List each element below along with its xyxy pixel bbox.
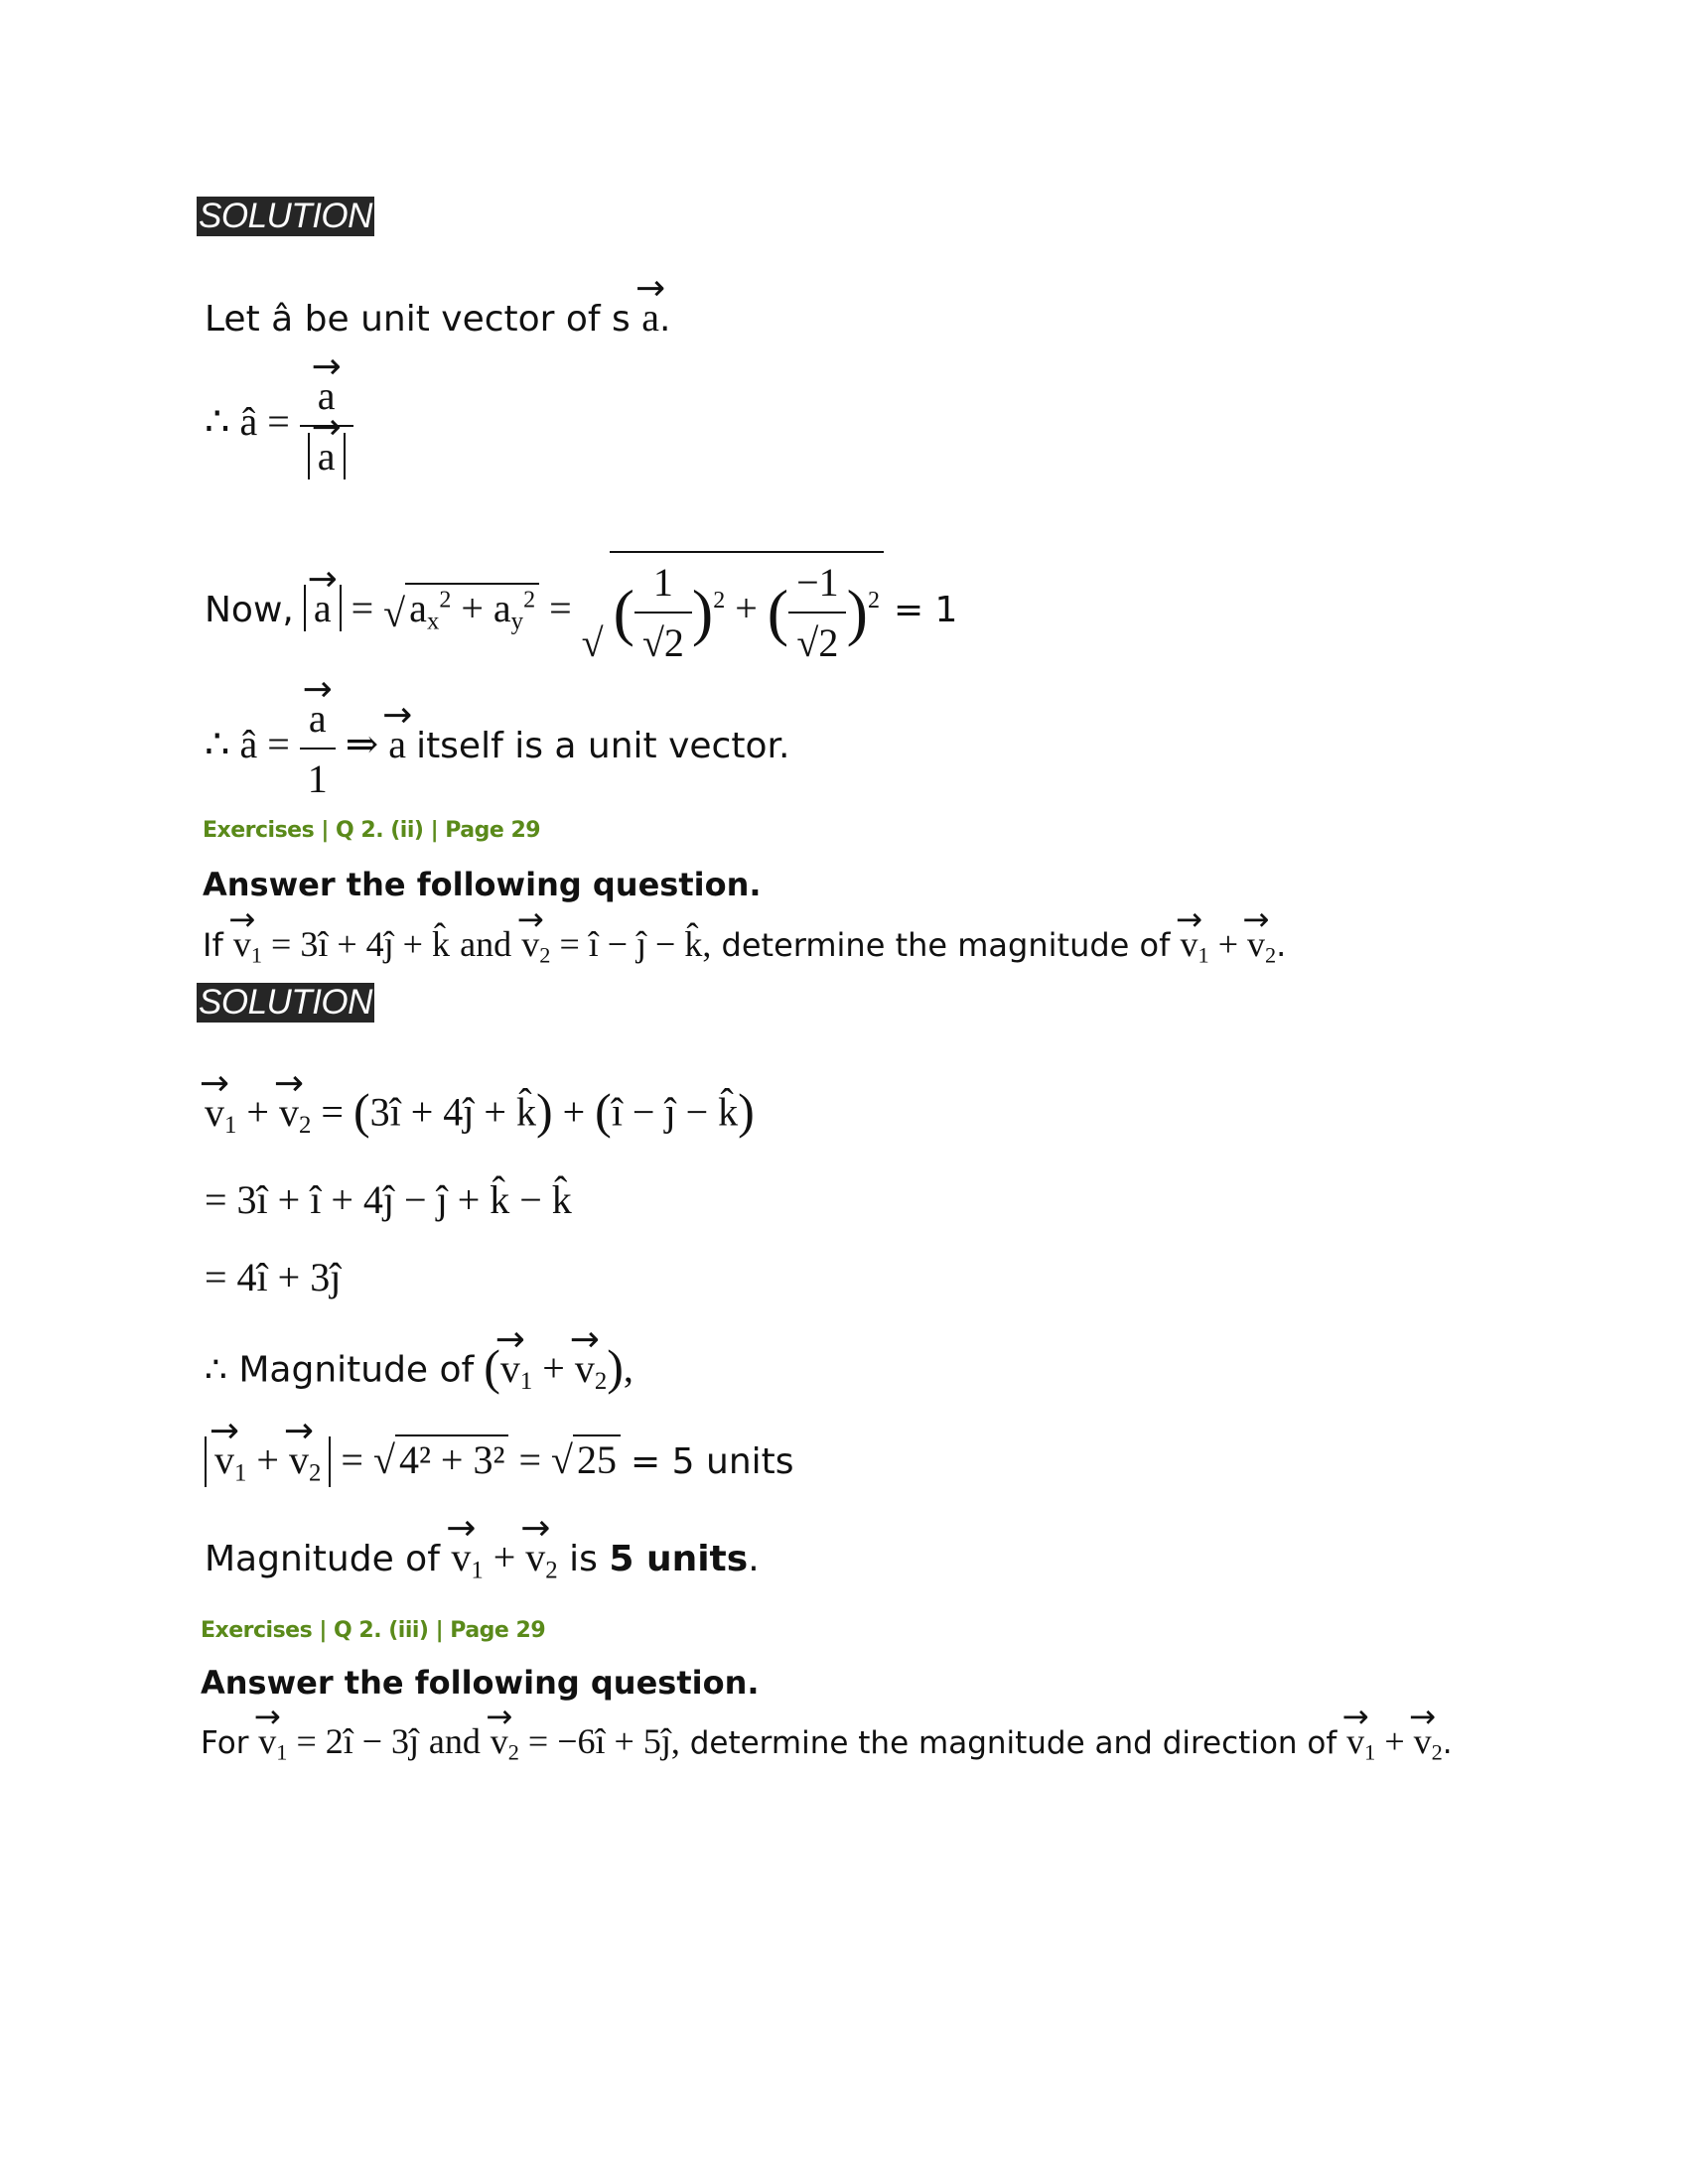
solution-badge: SOLUTION: [199, 197, 372, 235]
question-heading: Answer the following question.: [201, 1664, 760, 1702]
magnitude-calc: → $v_1$ + → $v_2$ = √ 4² + 3² = √ 25 = 5 units: [205, 1434, 794, 1487]
sum-line-2: = 3î + î + 4ĵ − ĵ + k̂ − k̂: [205, 1177, 572, 1222]
final-answer: Magnitude of → $v_1$ + → $v_2$ is 5 units.: [205, 1534, 760, 1584]
intro-text: Let â be unit vector of s: [205, 299, 631, 340]
fraction: → a → a: [300, 372, 353, 479]
intro-line: Let â be unit vector of s → a.: [205, 294, 670, 341]
exercise-reference: Exercises | Q 2. (ii) | Page 29: [203, 818, 541, 843]
vector-a: → a: [641, 294, 659, 341]
question-text: For → $v_1$ = 2î − 3ĵ and → $v_2$ = −6î + 5ĵ, determine the magnitude and direction of → $v_1$ + → $v_2$.: [201, 1720, 1453, 1766]
question-heading: Answer the following question.: [203, 866, 762, 903]
exercise-reference: Exercises | Q 2. (iii) | Page 29: [201, 1618, 546, 1643]
sum-line-3: = 4î + 3ĵ: [205, 1255, 342, 1299]
equals-one: = 1: [893, 590, 958, 631]
magnitude-label: ∴ Magnitude of (→ $v_1$ + → $v_2$),: [205, 1338, 633, 1396]
unit-vector-conclusion: ∴ â = → $\frac{a}{1}$ ⇒ → a itself is a unit vector.: [205, 695, 789, 802]
unit-vector-formula: ∴ â = → a → a: [205, 372, 353, 479]
sum-line-1: → $v_1$ + → $v_2$ = (3î + 4ĵ + k̂) + (î − ĵ − k̂): [205, 1082, 755, 1140]
magnitude-line: Now, → a = √ $a_x^2 + a_y^2$ = √ ( $\frac{1}{√2}$ )$^2$ + ( $\frac{-1}{√2}$ )$^2$ = 1: [205, 551, 957, 666]
solution-badge: SOLUTION: [199, 983, 372, 1022]
question-text: $If \to v_1$ = 3î + 4ĵ + k̂ and → $v_2$ = î − ĵ − k̂, determine the magnitude of → $v_1$ + → $v_2$.: [203, 923, 1286, 969]
